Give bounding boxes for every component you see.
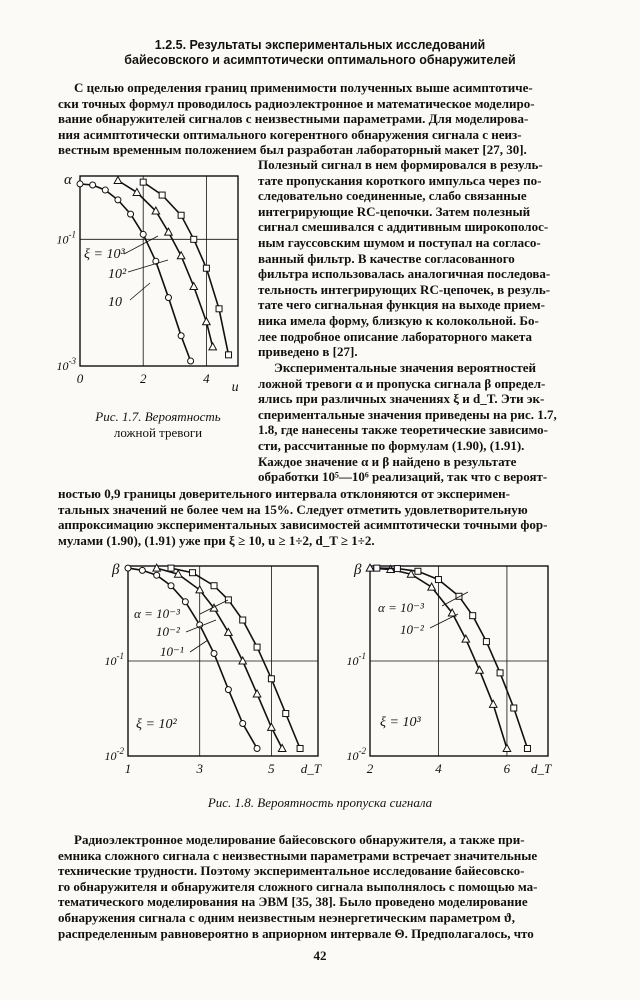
triangle-marker [177,252,185,259]
annotation-xi: ξ = 10² [136,717,177,732]
x-tick-label: 1 [124,761,132,776]
square-marker [168,565,174,571]
triangle-marker [239,657,247,664]
triangle-marker [203,318,211,325]
square-marker [511,705,517,711]
y-tick-label: $10^{-2}$ [104,746,124,763]
square-marker [211,583,217,589]
x-axis-label: u [231,380,239,395]
square-marker [268,676,274,682]
figure-1-8-right-chart [340,556,555,786]
text-line: приведено в [27]. [258,344,358,360]
triangle-marker [253,690,261,697]
x-tick-label: 4 [435,761,442,776]
y-tick-exponent: -3 [68,356,76,366]
annotation-1e-1: 10⁻¹ [160,644,184,659]
text-line: спериментальные значения приведены на рис. 1.7, [258,406,557,422]
text-line: интегрирующие RC-цепочки. Затем полезный [258,203,531,219]
x-tick-label: d_T [300,761,321,776]
y-axis-label: β [354,562,362,578]
square-marker [254,644,260,650]
square-marker [297,745,303,751]
figure-1-8-left-chart [100,556,325,786]
circle-marker [178,333,184,339]
triangle-marker [268,723,276,730]
triangle-marker [476,666,484,673]
square-marker [283,711,289,717]
text-line: С целью определения границ применимости полученных выше асимптотиче- [74,80,533,95]
square-marker [435,577,441,583]
x-tick-label: 4 [203,371,210,386]
paragraph-setup [258,157,598,360]
square-marker [178,212,184,218]
triangle-marker [278,744,286,751]
circle-marker [128,211,134,217]
text-line: сигнал смешивался с аддитивным широкополос- [258,219,549,235]
text-line: тематического моделирования на ЭВМ [35, 38]. Было проведено моделирование [58,894,528,910]
leader-line [128,260,168,272]
paragraph-results [258,360,598,485]
circle-marker [165,295,171,301]
triangle-marker [133,188,141,195]
x-tick-label: 0 [76,371,84,386]
figure-1-7-caption-line2: ложной тревоги [113,425,203,440]
circle-marker [254,745,260,751]
text-line: Полезный сигнал в нем формировался в резуль- [258,157,543,172]
y-axis-label: α [64,172,72,188]
annotation-alpha-1e-3: α = 10⁻³ [378,600,424,615]
y-tick-label: $10^{-1}$ [56,229,76,247]
square-marker [159,192,165,198]
y-tick-label: $10^{-1}$ [346,651,366,668]
text-line: тальных значений не более чем на 15%. Следует отметить удовлетворительную [58,501,528,517]
text-line: технические трудности. Поэтому экспериментальное исследование байесовско- [58,863,525,879]
text-line: ложной тревоги α и пропуска сигнала β определ- [258,375,546,391]
x-tick-label: 3 [196,761,203,776]
leader-line [200,600,228,614]
y-tick-exponent: -1 [358,651,366,661]
figure-1-7-caption [58,409,258,441]
square-marker [216,306,222,312]
y-axis-label: β [112,562,120,578]
annotation-xi-1000: ξ = 10³ [84,247,125,262]
page-number: 42 [313,948,327,963]
text-line: аппроксимацию экспериментальных зависимостей асимптотически точными фор- [58,517,548,533]
square-marker [140,179,146,185]
square-marker [470,613,476,619]
circle-marker [154,572,160,578]
figure-1-7-caption-line1: Рис. 1.7. Вероятность [95,409,221,424]
figure-1-7-chart [58,168,248,398]
series-curve [171,568,300,748]
triangle-marker [489,700,497,707]
text-line: фильтра использовалась аналогичная последова- [258,266,551,282]
annotation-1e-2: 10⁻² [400,622,424,637]
text-line: ялись при различных значениях ξ и d_T. Эти эк- [258,391,545,407]
circle-marker [115,197,121,203]
text-line: Экспериментальные значения вероятностей [274,360,536,375]
text-line: ным гауссовским шумом и поступал на согласо- [258,234,541,250]
text-line: обработки 10⁵—10⁶ реализаций, так что с вероят- [258,469,548,485]
square-marker [374,565,380,571]
text-line: обнаружения сигнала с одним неизвестным неэнергетическим параметром ϑ, [58,909,515,925]
text-line: тате пропускания короткого импульса через по- [258,172,542,188]
text-line: ванный фильтр. В качестве согласованного [258,250,515,266]
paragraph-modeling [58,832,598,941]
series-curve [80,184,191,361]
paragraph-results-cont [58,486,598,548]
text-line: 1.8, где нанесены также теоретические зависимо- [258,422,548,438]
square-marker [190,570,196,576]
circle-marker [140,231,146,237]
x-tick-label: d_T [531,761,552,776]
text-line: ния асимптотически оптимального когерентного обнаружения сигнала с неиз- [58,126,522,142]
y-tick-label: $10^{-1}$ [104,651,124,668]
text-line: Каждое значение α и β найдено в результате [258,453,517,469]
leader-line [190,640,208,652]
circle-marker [240,720,246,726]
text-line: ника имела форму, близкую к колокольной. Бо- [258,312,539,328]
x-tick-label: 2 [139,371,147,386]
x-tick-label: 2 [366,761,374,776]
text-line: емника сложного сигнала с неизвестными параметрами встречает значительные [58,847,538,863]
text-line: ски точных формул проводилось радиоэлектронное и математическое моделиро- [58,95,535,111]
text-line: мулами (1.90), (1.91) уже при ξ ≥ 10, u ≥ 1÷2, d_T ≥ 1÷2. [58,532,375,548]
y-tick-exponent: -2 [116,746,124,756]
y-tick-label: $10^{-2}$ [346,746,366,763]
circle-marker [139,567,145,573]
annotation-10: 10 [108,295,122,310]
triangle-marker [428,583,436,590]
text-line: распределенным равновероятно в априорном интервале Θ. Предполагалось, что [58,925,534,941]
text-line: сти, рассчитанные по формулам (1.90), (1.91). [258,437,525,453]
text-line: лее подробное описание лабораторного макета [258,328,532,344]
square-marker [497,670,503,676]
triangle-marker [114,176,122,183]
section-heading-line1: 1.2.5. Результаты экспериментальных исследований [154,38,486,52]
square-marker [225,597,231,603]
square-marker [524,745,530,751]
annotation-1e-2: 10⁻² [156,624,180,639]
leader-line [430,614,458,628]
square-marker [394,566,400,572]
section-heading [95,38,545,68]
circle-marker [168,583,174,589]
square-marker [226,352,232,358]
text-line: ностью 0,9 границы доверительного интервала отклоняются от эксперимен- [58,486,510,501]
square-marker [415,568,421,574]
figure-1-8-caption-text: Рис. 1.8. Вероятность пропуска сигнала [207,795,433,810]
text-line: вание обнаружителей сигналов с неизвестными параметрами. Для моделирова- [58,111,529,127]
leader-line [124,236,158,254]
circle-marker [182,599,188,605]
annotation-xi: ξ = 10³ [380,715,421,730]
circle-marker [102,187,108,193]
text-line: Радиоэлектронное моделирование байесовского обнаружителя, а также при- [74,832,525,847]
y-tick-exponent: -2 [358,746,366,756]
triangle-marker [190,282,198,289]
triangle-marker [503,744,511,751]
x-tick-label: 6 [503,761,511,776]
circle-marker [90,182,96,188]
figure-1-8-caption [120,795,520,811]
triangle-marker [209,343,217,350]
annotation-alpha-1e-3: α = 10⁻³ [134,606,180,621]
paragraph-intro [58,80,598,158]
annotation-100: 10² [108,267,127,282]
circle-marker [225,687,231,693]
x-tick-label: 5 [268,761,275,776]
square-marker [483,639,489,645]
section-heading-line2: байесовского и асимптотически оптимального обнаружителей [124,53,516,67]
circle-marker [125,565,131,571]
triangle-marker [462,635,470,642]
square-marker [240,617,246,623]
y-tick-exponent: -1 [68,229,76,240]
triangle-marker [153,564,161,571]
text-line: следовательно соединенные, слабо связанные [258,188,527,204]
series-curve [118,181,213,347]
circle-marker [188,358,194,364]
text-line: тате чего сигнальная функция на выходе прием- [258,297,545,313]
text-line: го обнаружителя и обнаружителя сложного сигнала выполнялось с помощью ма- [58,878,538,894]
circle-marker [211,650,217,656]
text-line: тельность интегрирующих RC-цепочек, в резуль- [258,281,551,297]
circle-marker [77,181,83,187]
y-tick-label: $10^{-3}$ [56,356,76,373]
square-marker [203,265,209,271]
text-line: вестным временным положением был разработан лабораторный макет [27, 30]. [58,142,527,158]
y-tick-exponent: -1 [116,651,124,661]
leader-line [130,283,150,300]
square-marker [191,236,197,242]
